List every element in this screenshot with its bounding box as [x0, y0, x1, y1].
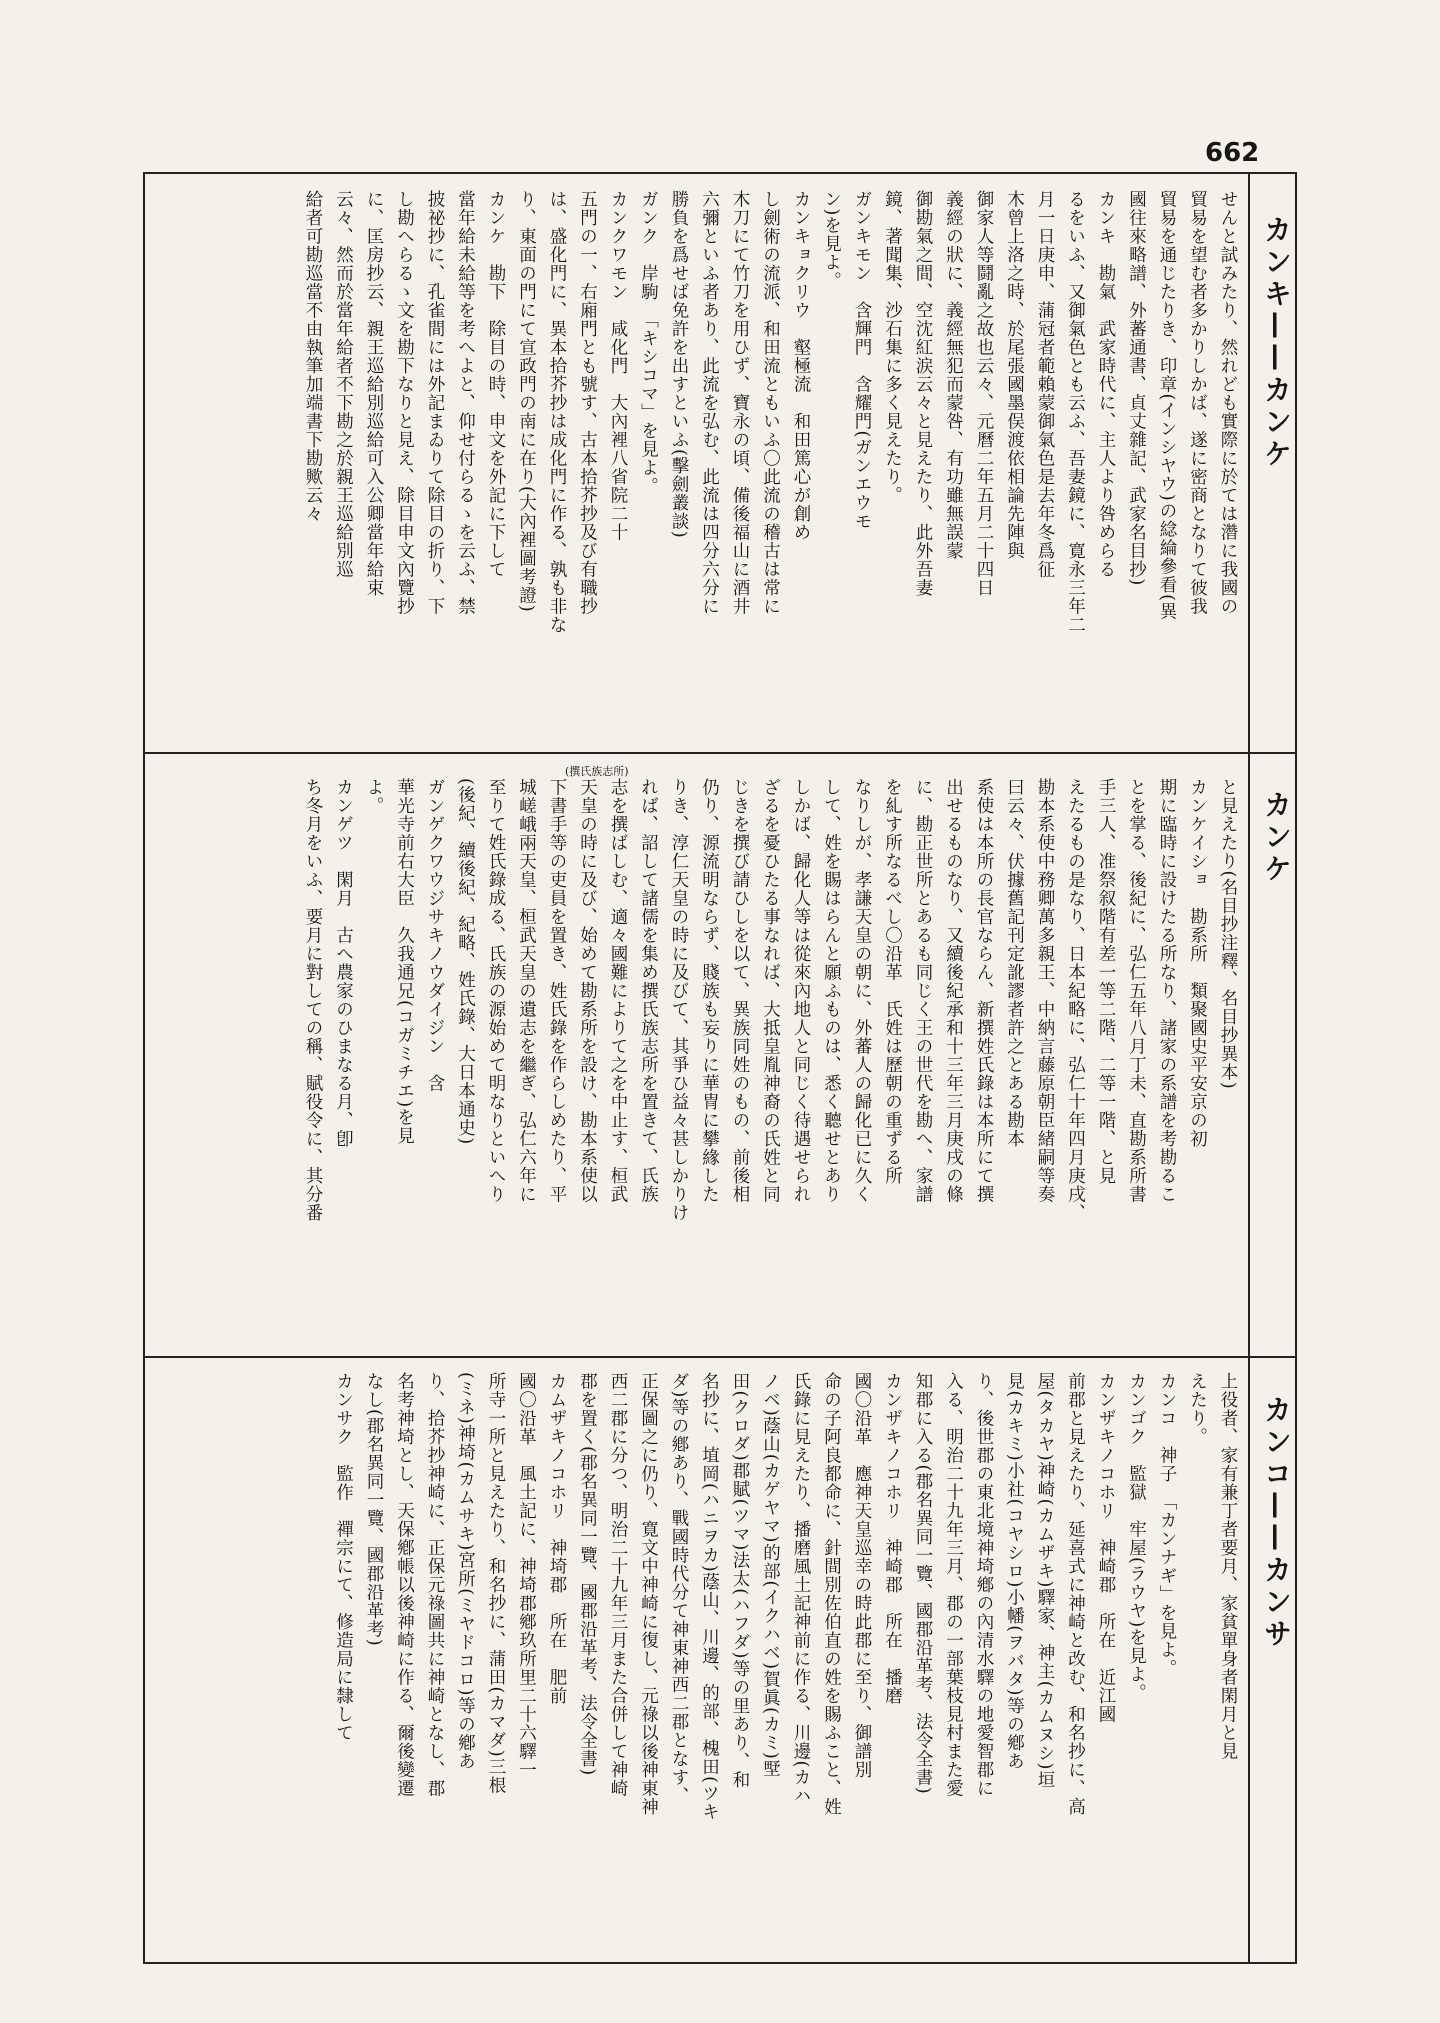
text-column: 見(カキミ)小社(コヤシロ)小幡(ヲバタ)等の鄕あ	[1004, 1372, 1025, 1771]
text-column: 國往來略譜、外蕃通書、貞丈雜記、武家名目抄)	[1126, 190, 1147, 587]
text-column: 云々、然而於當年給者不下勘之於親王巡給別巡	[333, 190, 354, 579]
divider-bottom	[143, 1356, 1295, 1358]
text-column: 天皇の時に及び、始めて勘系所を設け、勘本系使以	[577, 778, 598, 1204]
text-column: 下書手等の吏員を置き、姓氏錄を作らしめたり、平	[547, 778, 567, 1204]
text-column: 義經の狀に、義經無犯而蒙咎、有功雖無誤蒙	[943, 190, 964, 560]
text-column: 知郡に入る(郡名異同一覽、國郡沿革考、法令全書)	[913, 1372, 933, 1795]
text-column: 仍り、源流明ならず、賤族も妄りに華冑に攀緣した	[699, 778, 720, 1204]
text-column: に、勘正世所とあるも同じく王の世代を勘へ、家譜	[913, 778, 933, 1204]
text-column: 五門の一、右廂門とも號す、古本拾芥抄及び有職抄	[577, 190, 598, 616]
text-column: 屋(タカヤ)神崎(カムザキ)驛家、神主(カムヌシ)垣	[1035, 1372, 1055, 1789]
source-note: (撰氏族志所)	[565, 765, 629, 778]
text-column: えたるもの是なり、日本紀略に、弘仁十年四月庚戌、	[1065, 778, 1086, 1222]
text-column: ち冬月をいふ、要月に對しての稱、賦役令に、其分番	[303, 778, 323, 1222]
text-column: 華光寺前右大臣 久我通兄(コガミチエ)を見	[394, 778, 415, 1146]
text-column: カムザキノコホリ 神埼郡 所在 肥前	[547, 1372, 567, 1705]
text-column: 入る、明治二十九年三月、郡の一部葉枝見村また愛	[943, 1372, 964, 1798]
text-column: なりしが、孝謙天皇の朝に、外蕃人の歸化已に久く	[852, 778, 872, 1204]
text-column: ノベ)蔭山(カゲヤマ)的部(イクハベ)賀眞(カミ)㙒	[760, 1372, 781, 1779]
page-number: 662	[1205, 138, 1260, 168]
text-column: を糺す所なるべし〇沿革 氏姓は歷朝の重ずる所	[882, 778, 903, 1185]
text-column: 上役者、家有兼丁者要月、家貧單身者閑月と見	[1218, 1372, 1238, 1761]
divider-top	[143, 752, 1295, 754]
text-column: しかば、歸化人等は從來內地人と同じく待遇せられ	[791, 778, 811, 1204]
text-column: 鏡、著聞集、沙石集に多く見えたり。	[882, 190, 903, 505]
text-column: 國〇沿革 應神天皇巡幸の時此郡に至り、御譜別	[852, 1372, 872, 1779]
text-column: りき、淳仁天皇の時に及びて、其爭ひ益々甚しかりけ	[669, 778, 689, 1222]
text-column: 西二郡に分つ、明治二十九年三月また合併して神崎	[608, 1372, 628, 1798]
text-column: し勘へらるゝ文を勘下なりと見え、除目申文內覽抄	[394, 190, 415, 616]
text-column: ダ)等の鄕あり、戰國時代分て神東神西二郡となす、	[669, 1372, 689, 1806]
text-column: (ミネ)神埼(カムサキ)宮所(ミヤドコロ)等の鄕あ	[455, 1372, 476, 1771]
text-column: ン)を見よ。	[821, 190, 842, 291]
text-column: じきを撰び請ひしを以て、異族同姓のもの、前後相	[730, 778, 750, 1204]
header-label-top: カンキ——カンケ	[1260, 215, 1293, 471]
text-column: とを掌る、後紀に、弘仁五年八月丁未、直勘系所書	[1126, 778, 1147, 1204]
section-top	[158, 190, 1243, 740]
text-column: 手三人、准祭叙階有差一等二階、二等一階、と見	[1096, 778, 1116, 1185]
text-column: 志を撰ばしむ、適々國難によりて之を中止す、桓武	[608, 778, 628, 1204]
header-column-rule	[1248, 172, 1250, 1962]
text-column: 國〇沿革 風土記に、神埼郡鄕玖所里二十六驛一	[516, 1372, 537, 1779]
text-column: 系使は本所の長官ならん、新撰姓氏錄は本所にて撰	[974, 778, 994, 1204]
text-column: よ。	[364, 778, 384, 815]
text-column: し劍術の流派、和田流ともいふ〇此流の稽古は常に	[760, 190, 781, 616]
text-column: 出せるものなり、又續後紀承和十三年三月庚戌の條	[943, 778, 964, 1204]
text-column: 所寺一所と見えたり、和名抄に、蒲田(カマダ)三根	[486, 1372, 506, 1795]
text-column: り、後世郡の東北境神埼鄕の內清水驛の地愛智郡に	[974, 1372, 994, 1798]
text-column: なし(郡名異同一覽、國郡沿革考)	[364, 1372, 384, 1647]
text-column: えたり。	[1187, 1372, 1208, 1446]
text-column: 六彌といふ者あり、此流を弘む、此流は四分六分に	[699, 190, 720, 616]
text-column: カンキョクリウ 壑極流 和田篤心が創め	[791, 190, 811, 542]
text-column: に、匡房抄云、親王巡給別巡給可入公卿當年給束	[364, 190, 384, 597]
text-column: カンクワモン 咸化門 大內裡八省院二十	[608, 190, 628, 542]
text-column: 城嵯峨兩天皇、桓武天皇の遺志を繼ぎ、弘仁六年に	[516, 778, 537, 1204]
text-column: り、拾芥抄神崎に、正保元祿圖共に神崎となし、郡	[425, 1372, 445, 1798]
text-column: 月一日庚申、蒲冠者範賴蒙御氣色是去年冬爲征	[1035, 190, 1055, 579]
text-column: 名考神埼とし、天保鄕帳以後神崎に作る、爾後變遷	[394, 1372, 415, 1798]
text-column: 名抄に、埴岡(ハニヲカ)蔭山、川邊、的部、槐田(ツキ	[699, 1372, 720, 1821]
text-column: 氏錄に見えたり、播磨風土記神前に作る、川邊(カハ	[791, 1372, 811, 1806]
text-column: カンケイショ 勘系所 類聚國史平安京の初	[1187, 778, 1208, 1148]
text-column: 田(クロダ)郡賦(ツマ)法太(ハフダ)等の里あり、和	[730, 1372, 750, 1789]
text-column: 至りて姓氏錄成る、氏族の源始めて明なりといへり	[486, 778, 506, 1204]
text-column: 命の子阿良都命に、針間別佐伯直の姓を賜ふこと、姓	[821, 1372, 842, 1816]
text-column: して、姓を賜はらんと願ふものは、悉く聽せとあり	[821, 778, 842, 1204]
text-column: 給者可勘巡當不由執筆加端書下勘歟云々	[303, 190, 323, 523]
text-column: カンザキノコホリ 神崎郡 所在 播磨	[882, 1372, 903, 1705]
text-column: 期に臨時に設けたる所なり、諸家の系譜を考勘るこ	[1157, 778, 1177, 1204]
text-column: カンザキノコホリ 神崎郡 所在 近江國	[1096, 1372, 1116, 1724]
text-column: ざるを憂ひたる事なれば、大抵皇胤神裔の氏姓と同	[760, 778, 781, 1204]
text-column: カンキ 勘氣 武家時代に、主人より咎めらる	[1096, 190, 1116, 579]
text-column: 前郡と見えたり、延喜式に神崎と改む、和名抄に、高	[1065, 1372, 1086, 1816]
text-column: り、東面の門にて宣政門の南に在り(大內裡圖考證)	[516, 190, 537, 613]
text-column: 貿易を通じたりき、印章(インシヤウ)の𦁤綸參看(異	[1157, 190, 1177, 621]
text-column: せんと試みたり、然れども實際に於ては濳に我國の	[1218, 190, 1238, 616]
text-column: ガンキモン 含輝門 含耀門(ガンエウモ	[852, 190, 872, 531]
text-column: るをいふ、又御氣色とも云ふ、吾妻鏡に、寛永三年二	[1065, 190, 1086, 634]
text-column: 正保圖之に仍り、寛文中神崎に復し、元祿以後神東神	[638, 1372, 659, 1816]
text-column: 木刀にて竹刀を用ひず、寶永の頃、備後福山に酒井	[730, 190, 750, 616]
text-column: カンゲツ 閑月 古へ農家のひまなる月、卽	[333, 778, 354, 1148]
text-column: 貿易を望む者多かりしかば、遂に密商となりて彼我	[1187, 190, 1208, 616]
text-column: (後紀、續後紀、紀略、姓氏錄、大日本通史)	[455, 778, 476, 1146]
text-column: 郡を置く(郡名異同一覽、國郡沿革考、法令全書)	[577, 1372, 598, 1777]
text-column: 御家人等鬪亂之故也云々、元曆二年五月二十四日	[974, 190, 994, 597]
header-label-bottom: カンコ——カンサ	[1260, 1395, 1293, 1651]
section-middle	[158, 778, 1243, 1348]
text-column: ガンゲクワウジサキノウダイジン 含	[425, 778, 445, 1093]
text-column: 披祕抄に、孔雀間には外記まゐりて除目の折り、下	[425, 190, 445, 616]
text-column: 勝負を爲せば免許を出すといふ(擊劍叢談)	[669, 190, 689, 539]
text-column: ガンク 岸駒 「キシコマ」を見よ。	[638, 190, 659, 496]
text-column: 當年給未給等を考へよと、仰せ付らるゝを云ふ、禁	[455, 190, 476, 616]
text-column: カンケ 勘下 除目の時、申文を外記に下して	[486, 190, 506, 579]
text-column: カンゴク 監獄 牢屋(ラウヤ)を見よ。	[1126, 1372, 1147, 1703]
section-bottom	[158, 1372, 1243, 1947]
text-column: 勘本系使中務卿萬多親王、中納言藤原朝臣緒嗣等奏	[1035, 778, 1055, 1204]
text-column: れば、詔して諸儒を集め撰氏族志所を置きて、氏族	[638, 778, 659, 1204]
text-column: 御勘氣之間、空沈紅涙云々と見えたり、此外吾妻	[913, 190, 933, 597]
text-column: カンサク 監作 禪宗にて、修造局に隸して	[333, 1372, 354, 1742]
text-column: と見えたり(名目抄注釋、名目抄異本)	[1218, 778, 1238, 1090]
header-label-middle: カンケ	[1260, 790, 1293, 886]
text-column: カンコ 神子 「カンナギ」を見よ。	[1157, 1372, 1177, 1678]
text-column: は、盛化門に、異本拾芥抄は成化門に作る、孰も非な	[547, 190, 567, 634]
text-column: 木曾上洛之時、於尾張國墨俣渡依相論先陣與	[1004, 190, 1025, 560]
text-column: 曰云々、伏據舊記刊定訛謬者許之とある勘本	[1004, 778, 1025, 1148]
